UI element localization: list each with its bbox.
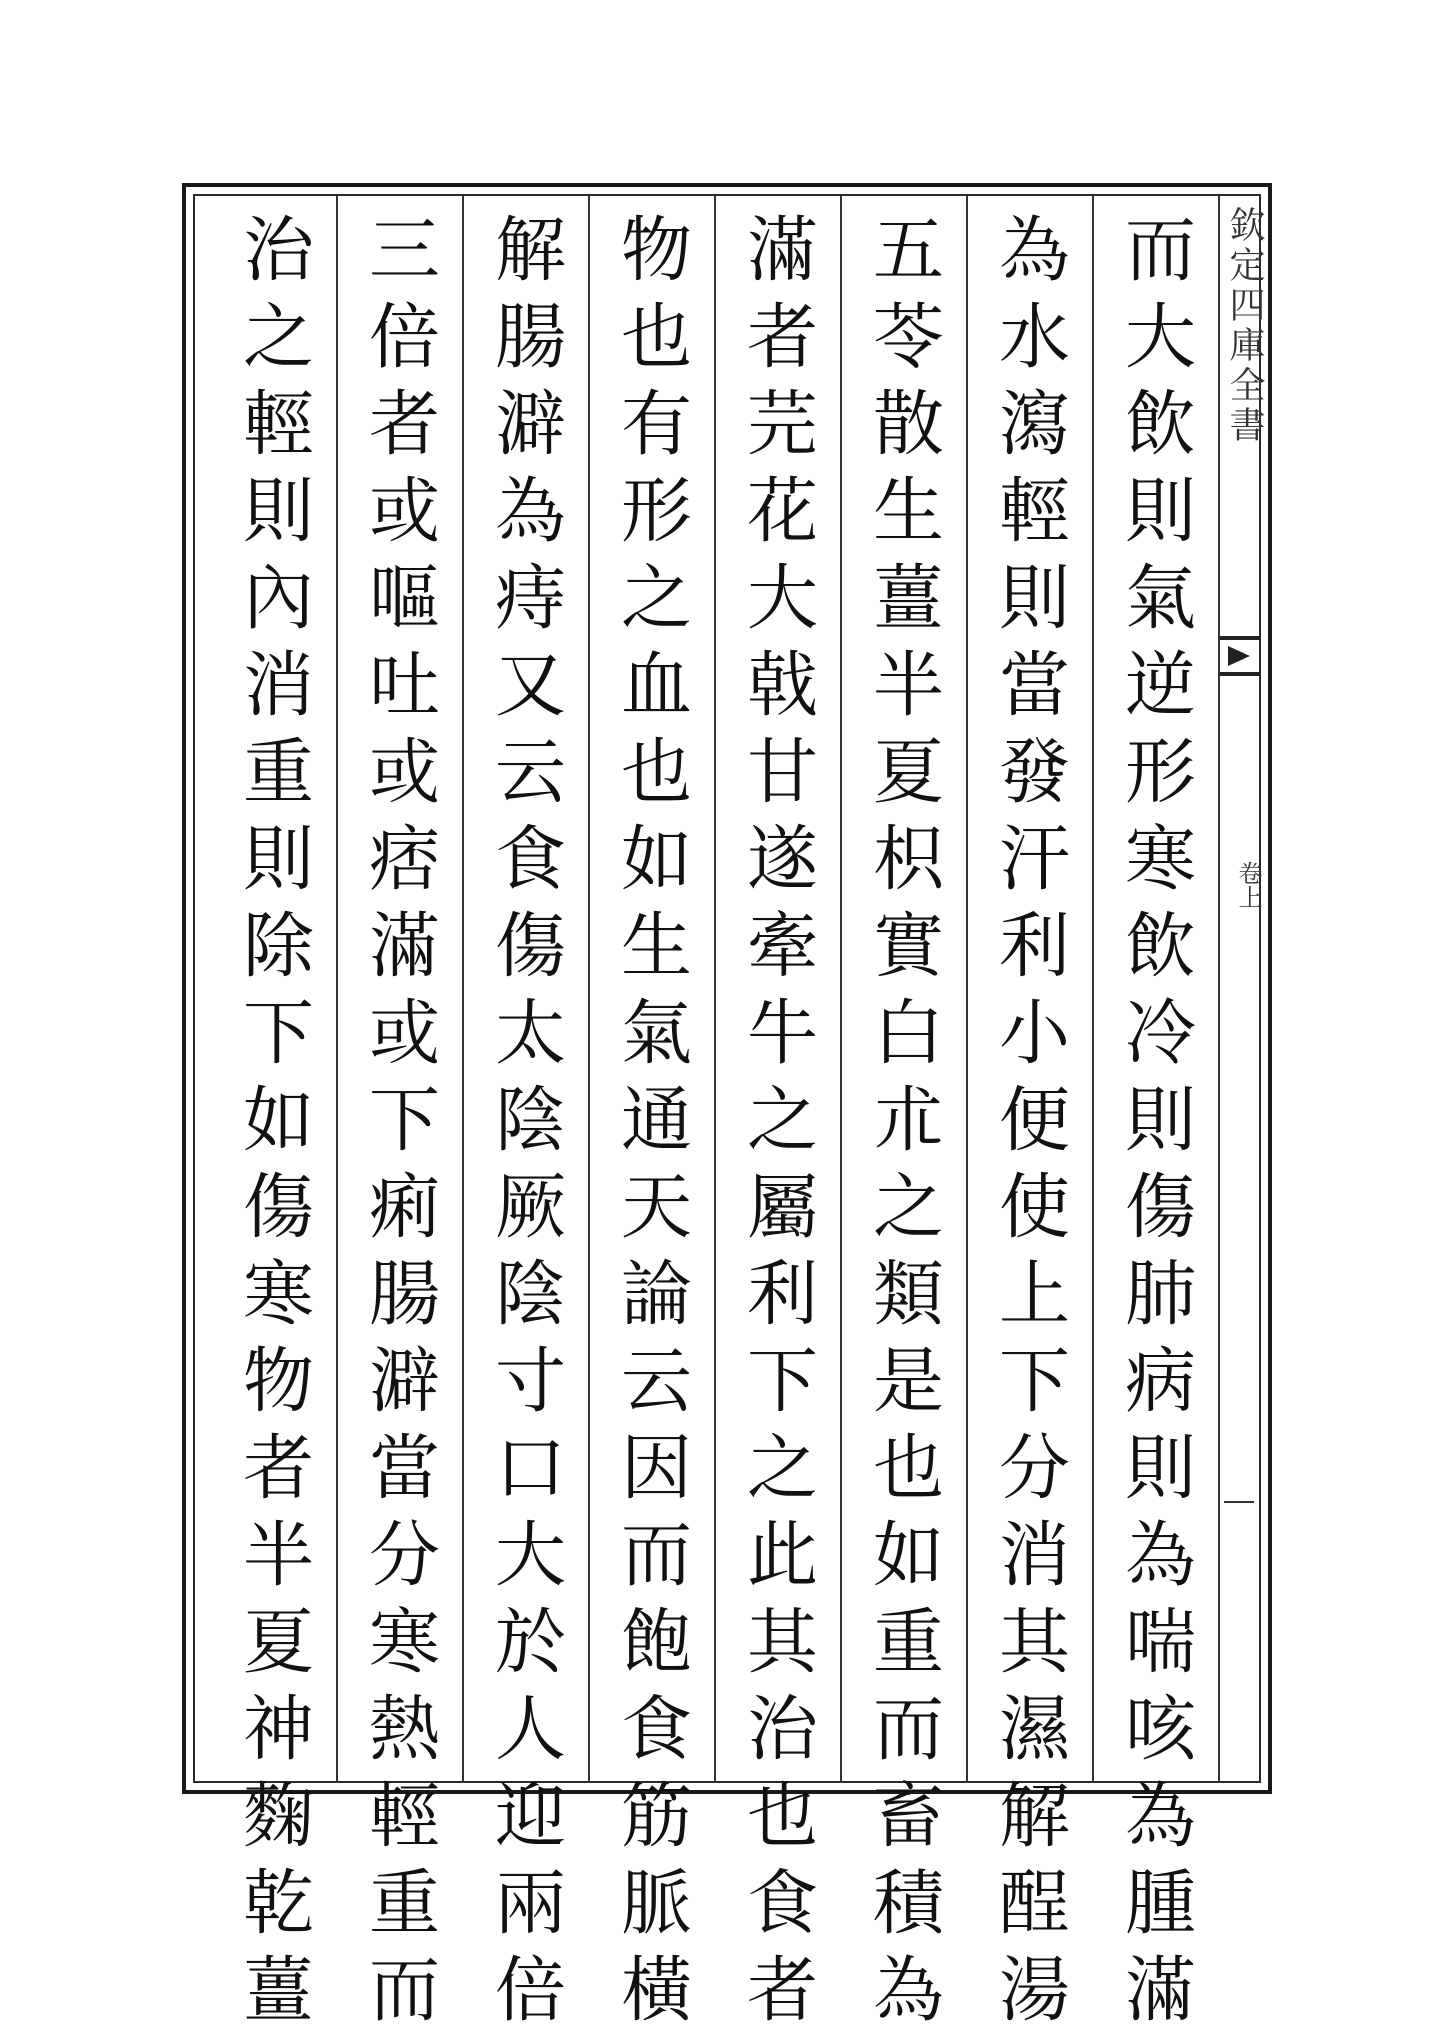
column-rule	[1218, 196, 1220, 1783]
column-text: 治之輕則內消重則除下如傷寒物者半夏神麴乾薑	[231, 212, 315, 2039]
column-rule	[966, 196, 968, 1783]
column-text: 而大飲則氣逆形寒飲冷則傷肺病則為喘咳為腫滿	[1113, 212, 1197, 2039]
text-column-5	[605, 212, 697, 2039]
banxin-title: 欽定四庫全書	[1224, 206, 1265, 446]
text-column-6	[479, 212, 571, 2039]
text-column-1	[1109, 212, 1201, 2039]
text-column-2	[983, 212, 1075, 2039]
column-rule	[336, 196, 338, 1783]
column-text: 五苓散生薑半夏枳實白朮之類是也如重而畜積為	[861, 212, 945, 2039]
banxin-divider	[1224, 1501, 1254, 1503]
column-rule	[714, 196, 716, 1783]
column-rule	[588, 196, 590, 1783]
text-column-8	[227, 212, 319, 2039]
column-text: 物也有形之血也如生氣通天論云因而飽食筋脈橫	[609, 212, 693, 2039]
fish-tail-icon	[1220, 636, 1260, 676]
column-rule	[1092, 196, 1094, 1783]
column-text: 三倍者或嘔吐或痞滿或下痢腸澼當分寒熱輕重而	[357, 212, 441, 2039]
column-text: 解腸澼為痔又云食傷太陰厥陰寸口大於人迎兩倍	[483, 212, 567, 2039]
column-rule	[840, 196, 842, 1783]
column-rule	[462, 196, 464, 1783]
text-column-4	[731, 212, 823, 2039]
column-text: 滿者芫花大戟甘遂牽牛之屬利下之此其治也食者	[735, 212, 819, 2039]
text-column-3	[857, 212, 949, 2039]
banxin-juan: 卷上	[1234, 861, 1262, 909]
text-column-7	[353, 212, 445, 2039]
column-text: 為水瀉輕則當發汗利小便使上下分消其濕解酲湯	[987, 212, 1071, 2039]
banxin-strip	[1218, 196, 1265, 1783]
